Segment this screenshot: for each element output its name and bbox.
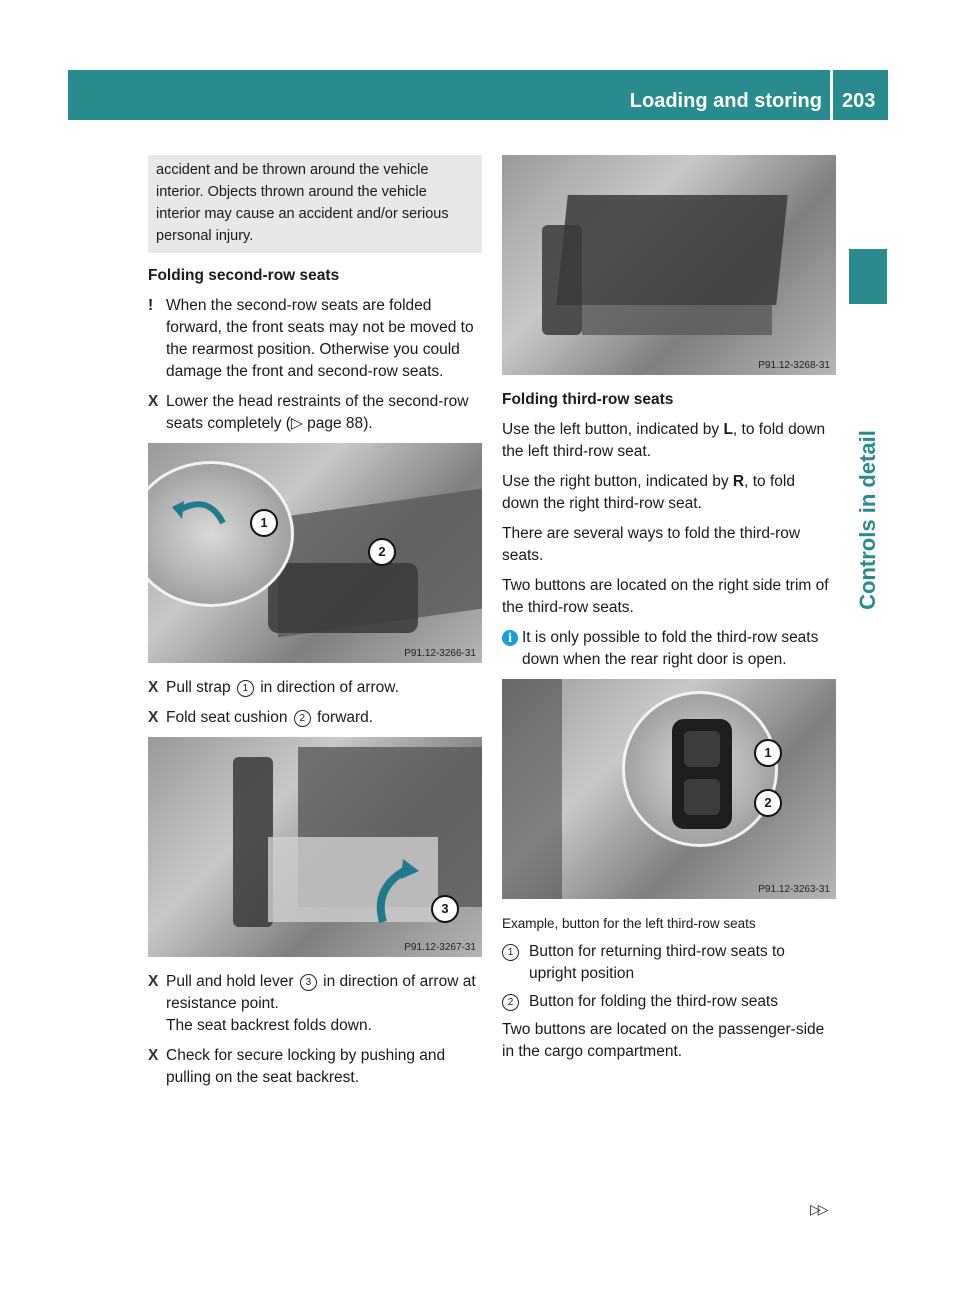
- seat-cushion-shape: [268, 563, 418, 633]
- legend-item-2: [502, 991, 836, 1013]
- heading-third-row: Folding third-row seats: [502, 391, 674, 408]
- heading-second-row: Folding second-row seats: [148, 267, 340, 284]
- step-text-part: Pull strap: [166, 679, 235, 696]
- marker-1-icon: 1: [237, 680, 254, 697]
- step-text-part: Fold seat cushion: [166, 709, 292, 726]
- marker-2-icon: 2: [502, 994, 519, 1011]
- legend-text: Button for returning third-row seats to upright position: [529, 943, 785, 982]
- info-icon: i: [502, 630, 518, 646]
- notice-text: When the second-row seats are folded forward, the front seats may not be moved to the rearmost position. Otherwise you could damage the front and second-row seats.: [166, 297, 474, 380]
- photo-folded-seat: [502, 155, 836, 375]
- marker-3-icon: 3: [300, 974, 317, 991]
- seat-fold-button-icon: [684, 779, 720, 815]
- callout-2: 2: [368, 538, 396, 566]
- info-text: It is only possible to fold the third-row seats down when the rear right door is open.: [522, 629, 819, 668]
- photo-buttons: [502, 679, 836, 899]
- continue-arrows-icon: ▷▷: [810, 1201, 826, 1217]
- page-number: 203: [842, 90, 876, 112]
- callout-1: 1: [250, 509, 278, 537]
- step-text-part: forward.: [312, 709, 374, 726]
- button-letter: L: [723, 421, 733, 438]
- step-text: [166, 971, 482, 1037]
- callout-2: 2: [754, 789, 782, 817]
- right-column: [502, 155, 836, 1071]
- side-panel-shape: [542, 225, 582, 335]
- step-marker-icon: X: [148, 973, 159, 990]
- button-letter: R: [732, 473, 745, 490]
- image-code: P91.12-3268-31: [758, 360, 830, 371]
- exclamation-icon: !: [148, 297, 154, 314]
- step-text: [166, 677, 399, 699]
- step-result: The seat backrest folds down.: [166, 1017, 372, 1034]
- photo-seat-strap: [148, 443, 482, 663]
- legend-item-1: [502, 941, 836, 985]
- door-shape: [502, 679, 562, 899]
- step-marker-icon: X: [148, 393, 159, 410]
- image-caption: Example, button for the left third-row seats: [502, 916, 756, 931]
- step-text-part: ).: [363, 415, 373, 432]
- callout-3: 3: [431, 895, 459, 923]
- step-marker-icon: X: [148, 709, 159, 726]
- image-code: P91.12-3263-31: [758, 884, 830, 895]
- step-text: [166, 707, 373, 729]
- step-check-locking: [148, 1045, 482, 1089]
- seat-upright-button-icon: [684, 731, 720, 767]
- paragraph-text: Use the left button, indicated by: [502, 421, 724, 438]
- callout-1: 1: [754, 739, 782, 767]
- legend-text: Button for folding the third-row seats: [529, 993, 778, 1010]
- header-divider: [830, 70, 833, 120]
- marker-1-icon: 1: [502, 944, 519, 961]
- seat-base-shape: [582, 305, 772, 335]
- notice: [148, 295, 482, 383]
- step-lower-head-restraints: [148, 391, 482, 435]
- info-note: [502, 627, 836, 671]
- step-marker-icon: X: [148, 1047, 159, 1064]
- step-fold-cushion: [148, 707, 482, 729]
- step-text: Check for secure locking by pushing and pulling on the seat backrest.: [166, 1047, 446, 1086]
- curved-arrow-icon: [168, 493, 228, 533]
- page-reference-link[interactable]: ▷ page 88: [290, 415, 364, 432]
- paragraph-right-button: [502, 471, 836, 515]
- folded-cushion-shape: [233, 757, 273, 927]
- paragraph-ways: There are several ways to fold the third-row seats.: [502, 525, 801, 564]
- paragraph-text: Use the right button, indicated by: [502, 473, 733, 490]
- step-text-part: Pull and hold lever: [166, 973, 298, 990]
- step-text-part: in direction of arrow.: [255, 679, 399, 696]
- curved-arrow-icon: [373, 857, 423, 927]
- paragraph-buttons-location: Two buttons are located on the right side trim of the third-row seats.: [502, 577, 829, 616]
- warning-box: accident and be thrown around the vehicle interior. Objects thrown around the vehicle interior may cause an accident and/or serious personal injury.: [148, 155, 482, 253]
- step-text-part: Lower the head restraints of the second-row seats completely (: [166, 393, 469, 432]
- step-pull-lever: [148, 971, 482, 1037]
- image-code: P91.12-3267-31: [404, 942, 476, 953]
- paragraph-text: , to fold down the left third-row seat.: [502, 421, 826, 460]
- folded-seat-shape: [556, 195, 788, 305]
- left-column: [148, 155, 482, 1097]
- chapter-tab: [849, 249, 887, 304]
- section-title: Loading and storing: [629, 90, 822, 112]
- paragraph-left-button: [502, 419, 836, 463]
- step-text: [166, 391, 482, 435]
- marker-2-icon: 2: [294, 710, 311, 727]
- step-marker-icon: X: [148, 679, 159, 696]
- image-code: P91.12-3266-31: [404, 648, 476, 659]
- step-text-part: in direction of arrow at resistance point.: [166, 973, 476, 1012]
- paragraph-text: , to fold down the right third-row seat.: [502, 473, 795, 512]
- step-pull-strap: [148, 677, 482, 699]
- chapter-label: Controls in detail: [855, 430, 880, 610]
- paragraph-passenger-side: Two buttons are located on the passenger-side in the cargo compartment.: [502, 1021, 825, 1060]
- photo-seat-lever: [148, 737, 482, 957]
